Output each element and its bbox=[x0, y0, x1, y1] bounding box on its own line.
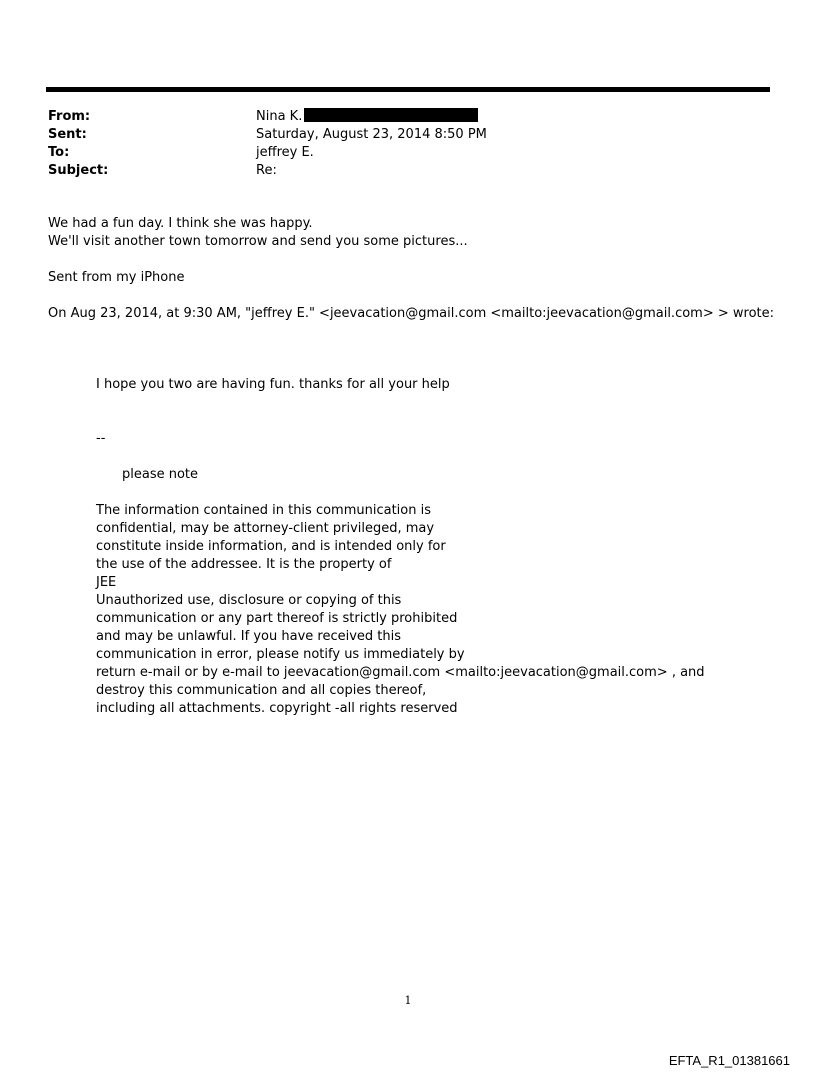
header-divider bbox=[46, 87, 770, 92]
disclaimer-line: communication in error, please notify us immediately by bbox=[96, 647, 465, 662]
disclaimer-line: the use of the addressee. It is the property of bbox=[96, 557, 392, 572]
disclaimer bbox=[96, 502, 705, 718]
quoted-body: I hope you two are having fun. thanks for all your help bbox=[96, 377, 450, 392]
from-value bbox=[256, 108, 478, 126]
sent-row bbox=[48, 126, 487, 144]
from-row bbox=[48, 108, 487, 126]
to-value: jeffrey E. bbox=[256, 145, 314, 160]
disclaimer-line: confidential, may be attorney-client privileged, may bbox=[96, 521, 435, 536]
disclaimer-line: and may be unlawful. If you have received this bbox=[96, 629, 402, 644]
to-row bbox=[48, 144, 487, 162]
quoted-separator: -- bbox=[96, 431, 106, 446]
subject-value: Re: bbox=[256, 163, 277, 178]
page-number: 1 bbox=[404, 994, 412, 1007]
subject-label: Subject: bbox=[48, 163, 109, 178]
message-line-1: We had a fun day. I think she was happy. bbox=[48, 216, 313, 231]
disclaimer-line: destroy this communication and all copies thereof, bbox=[96, 683, 427, 698]
to-label: To: bbox=[48, 145, 70, 160]
disclaimer-line: return e-mail or by e-mail to jeevacation@gmail.com <mailto:jeevacation@gmail.com> , and bbox=[96, 665, 705, 680]
redaction-bar bbox=[304, 108, 478, 122]
note-heading: please note bbox=[122, 467, 199, 482]
bates-number: EFTA_R1_01381661 bbox=[668, 1053, 790, 1068]
from-label: From: bbox=[48, 109, 91, 124]
from-name: Nina K. bbox=[256, 109, 303, 124]
quote-header: On Aug 23, 2014, at 9:30 AM, "jeffrey E." <jeevacation@gmail.com <mailto:jeevacation@gmail.com> > wrote: bbox=[48, 306, 775, 321]
disclaimer-line: Unauthorized use, disclosure or copying of this bbox=[96, 593, 402, 608]
disclaimer-line: communication or any part thereof is strictly prohibited bbox=[96, 611, 458, 626]
subject-row bbox=[48, 162, 487, 180]
sent-value: Saturday, August 23, 2014 8:50 PM bbox=[256, 127, 487, 142]
disclaimer-line: JEE bbox=[96, 575, 117, 590]
disclaimer-line: constitute inside information, and is intended only for bbox=[96, 539, 446, 554]
email-header bbox=[48, 108, 487, 180]
message-signature: Sent from my iPhone bbox=[48, 270, 185, 285]
sent-label: Sent: bbox=[48, 127, 87, 142]
disclaimer-line: including all attachments. copyright -all rights reserved bbox=[96, 701, 458, 716]
disclaimer-line: The information contained in this communication is bbox=[96, 503, 431, 518]
message-line-2: We'll visit another town tomorrow and send you some pictures... bbox=[48, 234, 468, 249]
